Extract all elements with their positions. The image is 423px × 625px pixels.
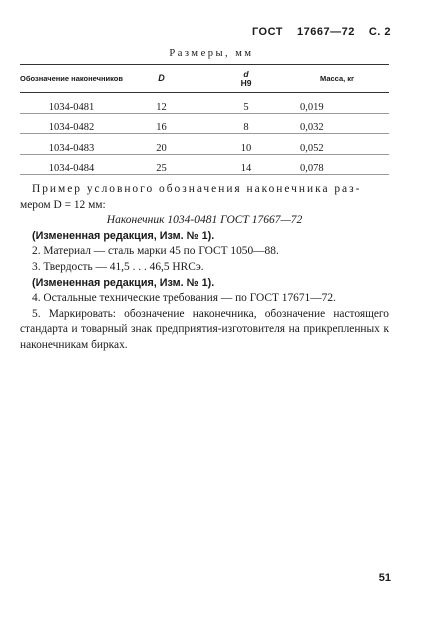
col-header-mass: Масса, кг: [292, 65, 389, 93]
cell-D: 12: [156, 101, 167, 113]
cell-mass: 0,052: [300, 142, 324, 154]
body-text: [20, 182, 389, 354]
cell-mass: 0,078: [300, 163, 324, 174]
page-header: [252, 26, 391, 38]
dimensions-table: [20, 64, 389, 175]
item-marking: 5. Маркировать: обозначение наконечника, обозначение настоящего стандарта и товарный знак предприятия-изготовителя на прикрепленных к наконечникам бирках.: [20, 307, 389, 351]
cell-designation: 1034-0481: [48, 101, 95, 113]
header-number: 17667—72: [296, 26, 355, 38]
cell-designation: 1034-0482: [48, 122, 95, 133]
header-page: С. 2: [368, 26, 391, 38]
page-number: 51: [378, 572, 391, 584]
item-hardness: 3. Твердость — 41,5 . . . 46,5 HRCэ.: [32, 260, 204, 273]
amendment-note: (Измененная редакция, Изм. № 1).: [32, 276, 215, 289]
table-row: [20, 154, 389, 175]
cell-D: 25: [156, 163, 167, 174]
cell-d: 8: [243, 122, 249, 133]
example-intro: Пример условного обозначения наконечника раз-: [32, 183, 362, 195]
cell-D: 16: [156, 122, 167, 133]
col-header-d-symbol: d: [243, 68, 249, 79]
table-caption: Размеры, мм: [169, 48, 254, 59]
cell-d: 14: [240, 163, 252, 174]
amendment-note: (Измененная редакция, Изм. № 1).: [32, 229, 215, 242]
col-header-designation: Обозначение наконечников: [20, 65, 123, 93]
example-intro-cont: мером D = 12 мм:: [20, 198, 106, 211]
table-row: [20, 134, 389, 155]
item-requirements: 4. Остальные технические требования — по ГОСТ 17671—72.: [32, 292, 336, 305]
table-row: [20, 93, 389, 114]
cell-mass: 0,032: [300, 122, 324, 133]
col-header-d-tolerance: H9: [240, 77, 252, 88]
col-header-D: D: [123, 65, 200, 93]
header-standard: ГОСТ: [251, 26, 283, 38]
cell-designation: 1034-0483: [48, 142, 95, 154]
table-row: [20, 113, 389, 134]
example-designation: Наконечник 1034-0481 ГОСТ 17667—72: [106, 214, 303, 227]
cell-mass: 0,019: [300, 101, 324, 113]
table-header-row: [20, 65, 389, 93]
cell-D: 20: [156, 142, 167, 154]
cell-d: 10: [240, 142, 252, 154]
cell-designation: 1034-0484: [48, 163, 95, 174]
cell-d: 5: [243, 101, 249, 113]
item-material: 2. Материал — сталь марки 45 по ГОСТ 1050—88.: [32, 245, 279, 258]
col-header-d: [200, 65, 292, 93]
